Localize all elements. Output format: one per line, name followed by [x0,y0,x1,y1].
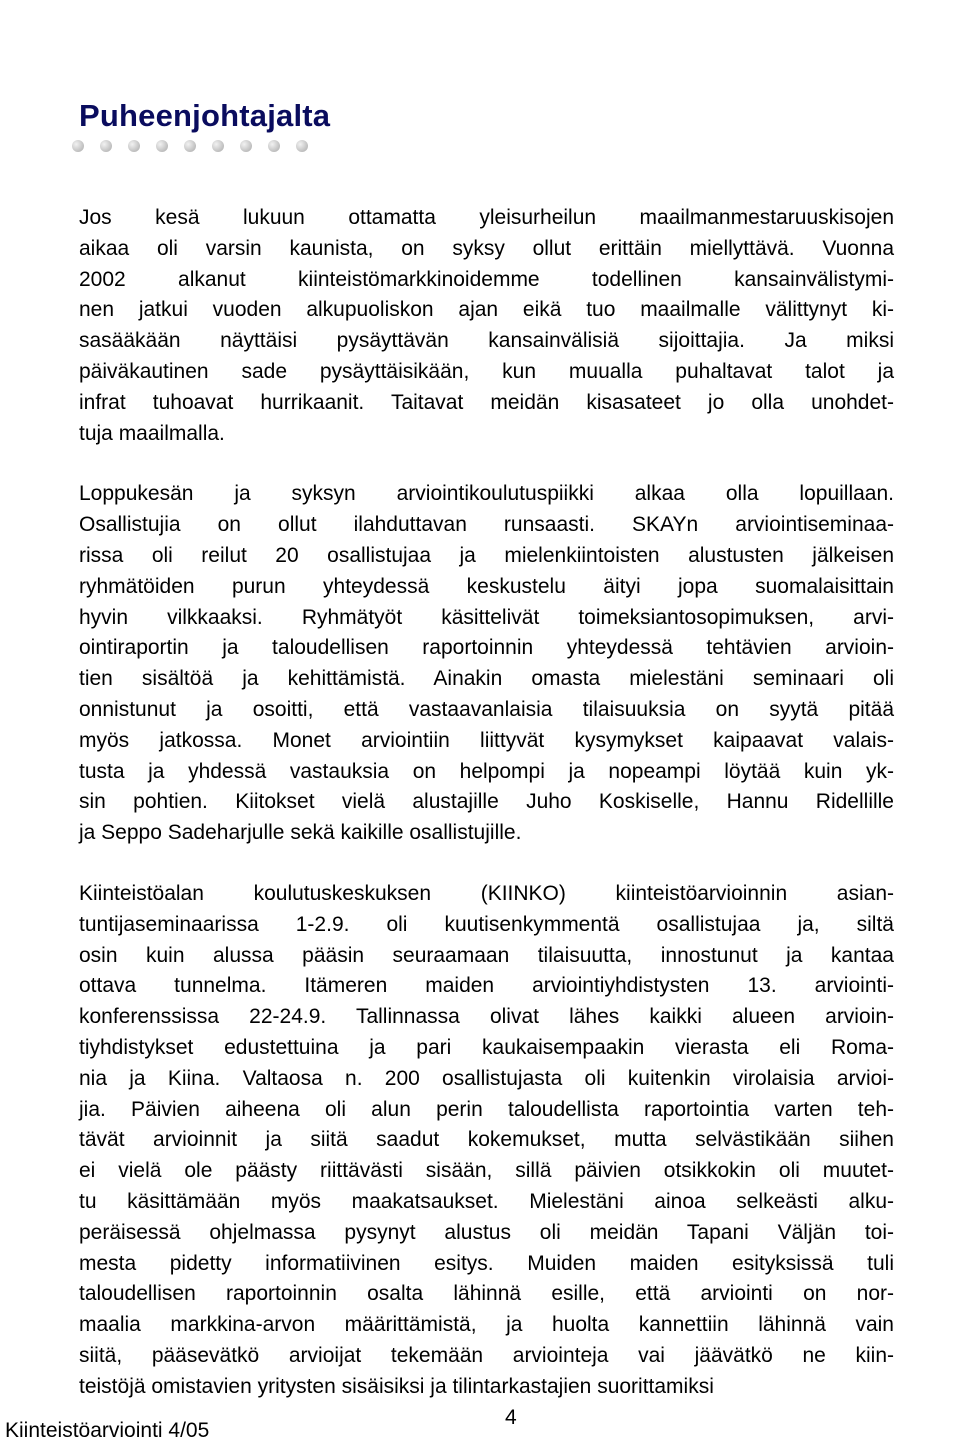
paragraph-line: nen jatkui vuoden alkupuoliskon ajan eikä tuo maailmalle välittynyt ki- [79,298,894,322]
paragraph-line: teistöjä omistavien yritysten sisäisiksi ja tilintarkastajien suorittamiksi [79,1374,714,1398]
paragraph-line: mesta pidetty informatiivinen esitys. Muiden maiden esityksissä tuli [79,1251,894,1275]
page-title: Puheenjohtajalta [79,98,331,133]
paragraph-line: tuntijaseminaarissa 1-2.9. oli kuutisenkymmentä osallistujaa ja, siltä [79,912,894,936]
paragraph-line: 2002 alkanut kiinteistömarkkinoidemme todellinen kansainvälistymi- [79,267,894,291]
paragraph-line: tu käsittämään myös maakatsaukset. Mielestäni ainoa selkeästi alku- [79,1189,894,1213]
paragraph-line: Loppukesän ja syksyn arviointikoulutuspiikki alkaa olla lopuillaan. [79,482,894,506]
decorative-dot [156,140,168,152]
decorative-dot [268,140,280,152]
paragraph-line: tiyhdistykset edustettuina ja pari kaukaisempaakin vierasta eli Roma- [79,1035,894,1059]
paragraph-line: tävät arvioinnit ja siitä saadut kokemukset, mutta selvästikään siihen [79,1128,894,1152]
decorative-dot-row [72,140,308,152]
paragraph-line: siitä, pääsevätkö arvioijat tekemään arviointeja vai jäävätkö ne kiin- [79,1343,894,1367]
paragraph-line: sasääkään näyttäisi pysäyttävän kansainvälisiä sijoittajia. Ja miksi [79,329,894,353]
paragraph-line: hyvin vilkkaaksi. Ryhmätyöt käsittelivät toimeksiantosopimuksen, arvi- [79,605,894,629]
paragraph-line: päiväkautinen sade pysäyttäisikään, kun muualla puhaltavat talot ja [79,359,894,383]
page-number: 4 [505,1406,517,1429]
paragraph-line: ryhmätöiden purun yhteydessä keskustelu äityi jopa suomalaisittain [79,574,894,598]
paragraph-line: maalia markkina-arvon määrittämistä, ja huolta kannettiin lähinnä vain [79,1313,894,1337]
body-paragraph [79,479,894,849]
paragraph-line: peräisessä ohjelmassa pysynyt alustus oli meidän Tapani Väljän toi- [79,1220,894,1244]
paragraph-line: jia. Päivien aiheena oli alun perin taloudellista raportointia varten teh- [79,1097,894,1121]
decorative-dot [128,140,140,152]
paragraph-line: sin pohtien. Kiitokset vielä alustajille Juho Koskiselle, Hannu Ridellille [79,790,894,814]
decorative-dot [72,140,84,152]
decorative-dot [240,140,252,152]
paragraph-line: onnistunut ja osoitti, että vastaavanlaisia tilaisuuksia on syytä pitää [79,697,894,721]
paragraph-line: tuja maailmalla. [79,421,225,445]
paragraph-line: taloudellisen raportoinnin osalta lähinnä esille, että arviointi on nor- [79,1282,894,1306]
body-paragraph [79,879,894,1403]
paragraph-line: rissa oli reilut 20 osallistujaa ja mielenkiintoisten alustusten jälkeisen [79,543,894,567]
decorative-dot [184,140,196,152]
paragraph-line: infrat tuhoavat hurrikaanit. Taitavat meidän kisasateet jo olla unohdet- [79,390,894,414]
paragraph-line: aikaa oli varsin kaunista, on syksy ollut erittäin miellyttävä. Vuonna [79,236,894,260]
paragraph-line: konferenssissa 22-24.9. Tallinnassa olivat lähes kaikki alueen arvioin- [79,1005,894,1029]
paragraph-line: ei vielä ole päästy riittävästi sisään, sillä päivien otsikkokin oli muutet- [79,1159,894,1183]
paragraph-line: ottava tunnelma. Itämeren maiden arviointiyhdistysten 13. arviointi- [79,974,894,998]
paragraph-line: osin kuin alussa pääsin seuraamaan tilaisuutta, innostunut ja kantaa [79,943,894,967]
paragraph-line: Jos kesä lukuun ottamatta yleisurheilun maailmanmestaruuskisojen [79,206,894,229]
paragraph-line: ointiraportin ja taloudellisen raportoinnin yhteydessä tehtävien arvioin- [79,636,894,660]
footer-publication-title: Kiinteistöarviointi 4/05 [5,1419,210,1442]
paragraph-line: Kiinteistöalan koulutuskeskuksen (KIINKO) kiinteistöarvioinnin asian- [79,881,894,905]
paragraph-line: ja Seppo Sadeharjulle sekä kaikille osallistujille. [79,821,522,845]
decorative-dot [212,140,224,152]
paragraph-line: nia ja Kiina. Valtaosa n. 200 osallistujasta oli kuitenkin virolaisia arvioi- [79,1066,894,1090]
paragraph-line: tien sisältöä ja kehittämistä. Ainakin omasta mielestäni seminaari oli [79,667,894,691]
article-body [79,203,894,1432]
decorative-dot [100,140,112,152]
body-paragraph [79,203,894,449]
decorative-dot [296,140,308,152]
paragraph-line: Osallistujia on ollut ilahduttavan runsaasti. SKAYn arviointiseminaa- [79,513,894,537]
paragraph-line: tusta ja yhdessä vastauksia on helpompi ja nopeampi löytää kuin yk- [79,759,894,783]
paragraph-line: myös jatkossa. Monet arviointiin liittyvät kysymykset kaipaavat valais- [79,728,894,752]
